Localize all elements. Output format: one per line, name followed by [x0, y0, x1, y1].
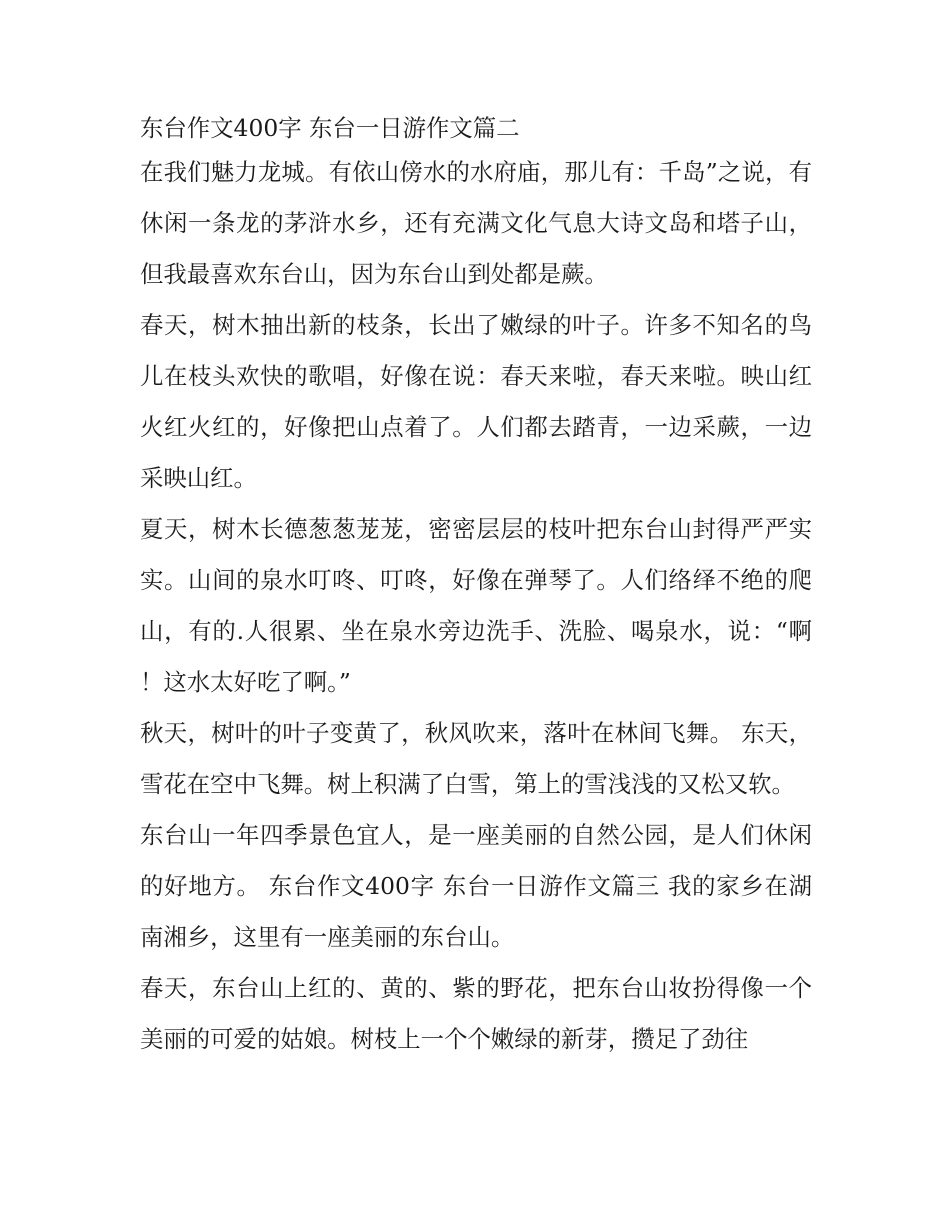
paragraph-intro: 在我们魅力龙城。有依山傍水的水府庙，那儿有：千岛”之说，有休闲一条龙的茅浒水乡，还有充满文化气息大诗文岛和塔子山，但我最喜欢东台山，因为东台山到处都是蕨。	[140, 158, 812, 288]
paragraph-spring: 春天，树木抽出新的枝条，长出了嫩绿的叶子。许多不知名的鸟儿在枝头欢快的歌唱，好像在说：春天来啦，春天来啦。映山红火红火红的，好像把山点着了。人们都去踏青，一边采蕨，一边采映山红。	[140, 311, 812, 492]
paragraph-conclusion: 东台山一年四季景色宜人，是一座美丽的自然公园，是人们休闲的好地方。 东台作文400字 东台一日游作文篇三 我的家乡在湖南湘乡，这里有一座美丽的东台山。	[140, 821, 812, 951]
paragraph-summer: 夏天，树木长德葱葱茏茏，密密层层的枝叶把东台山封得严严实实。山间的泉水叮咚、叮咚，好像在弹琴了。人们络绎不绝的爬山，有的.人很累、坐在泉水旁边洗手、洗脸、喝泉水，说：“啊！这水太好吃了啊。”	[140, 515, 812, 696]
paragraph-autumn-winter: 秋天，树叶的叶子变黄了，秋风吹来，落叶在林间飞舞。 东天，雪花在空中飞舞。树上积满了白雪，第上的雪浅浅的又松又软。	[140, 719, 812, 798]
paragraph-spring-second: 春天，东台山上红的、黄的、紫的野花，把东台山妆扮得像一个美丽的可爱的姑娘。树枝上一个个嫩绿的新芽，攒足了劲往	[140, 974, 812, 1053]
article-title: 东台作文400字 东台一日游作文篇二	[140, 114, 520, 142]
article-body	[140, 109, 812, 1065]
